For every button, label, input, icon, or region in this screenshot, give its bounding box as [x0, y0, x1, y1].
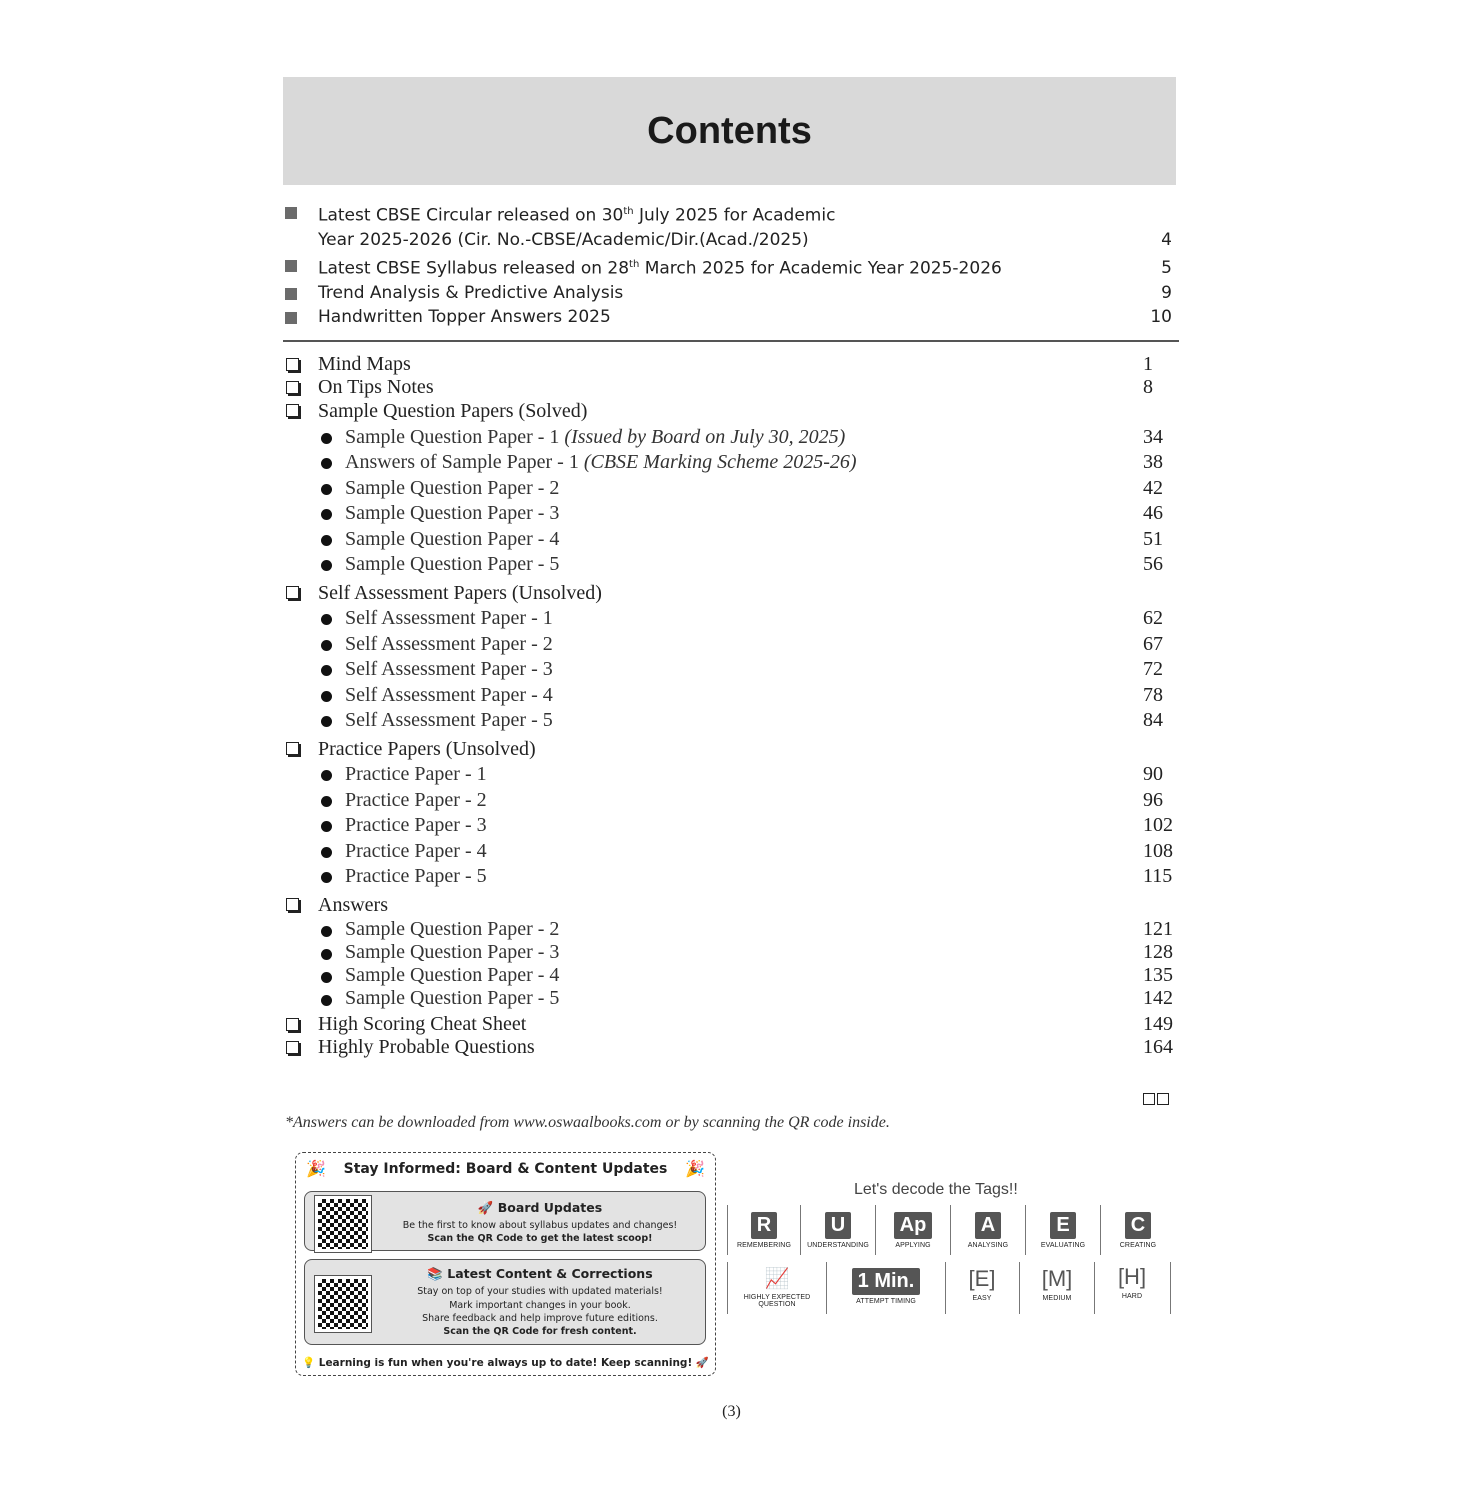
tag-attempt-timing: 1 Min. ATTEMPT TIMING: [830, 1268, 942, 1305]
toc-entry[interactable]: Practice Paper - 2 96: [283, 788, 1176, 814]
checkbox-bullet-icon: [286, 1041, 299, 1054]
toc-entry[interactable]: Sample Question Paper - 1 (Issued by Board on July 30, 2025) 34: [283, 425, 1176, 451]
intro-item[interactable]: Latest CBSE Circular released on 30th July 2025 for Academic Year 2025-2026 (Cir. No.-CBSE/Academic/Dir.(Acad./2025) 4: [283, 200, 1176, 253]
updates-panel: 🎉 🎉 Stay Informed: Board & Content Updates 🚀 Board Updates Be the first to know about syllabus updates and changes! Scan the QR Code to get the latest scoop! 📚 Latest Content & Corrections Stay on top of your studies with updated materials! Mark important changes in your book. Share feedback and help improve future editions. Scan the QR Code for fresh content. 💡 Learning is fun when you're always up to date! Keep scanning! 🚀: [295, 1152, 716, 1376]
checkbox-bullet-icon: [286, 586, 299, 599]
round-bullet-icon: [321, 433, 332, 444]
tag-highly-expected: 📈 HIGHLY EXPECTED QUESTION: [743, 1268, 811, 1308]
toc-entry[interactable]: Sample Question Paper - 2 121: [283, 918, 1176, 941]
updates-heading: Stay Informed: Board & Content Updates: [343, 1161, 668, 1177]
table-of-contents: [283, 353, 1176, 1059]
toc-entry[interactable]: Self Assessment Paper - 1 62: [283, 606, 1176, 632]
checkbox-bullet-icon: [286, 1018, 299, 1031]
toc-entry[interactable]: Practice Paper - 1 90: [283, 762, 1176, 788]
toc-entry[interactable]: Practice Paper - 3 102: [283, 813, 1176, 839]
tag-hard: [H] HARD: [1117, 1264, 1147, 1300]
toc-section-sample-papers: Sample Question Papers (Solved): [283, 399, 1176, 425]
round-bullet-icon: [321, 972, 332, 983]
end-of-contents-icon: [1143, 1092, 1171, 1110]
toc-entry[interactable]: Sample Question Paper - 3 128: [283, 941, 1176, 964]
toc-entry[interactable]: Self Assessment Paper - 3 72: [283, 657, 1176, 683]
footnote: *Answers can be downloaded from www.oswaalbooks.com or by scanning the QR code inside.: [285, 1114, 890, 1131]
round-bullet-icon: [321, 872, 332, 883]
round-bullet-icon: [321, 509, 332, 520]
page-number: 10: [1150, 307, 1172, 328]
round-bullet-icon: [321, 995, 332, 1006]
tag-easy: [E] EASY: [968, 1266, 996, 1302]
toc-section-answers: Answers: [283, 893, 1176, 919]
divider: [283, 340, 1179, 342]
board-updates-card[interactable]: 🚀 Board Updates Be the first to know about syllabus updates and changes! Scan the QR Code to get the latest scoop!: [304, 1191, 706, 1251]
toc-entry-probable-questions[interactable]: Highly Probable Questions 164: [283, 1036, 1176, 1059]
checkbox-bullet-icon: [286, 404, 299, 417]
round-bullet-icon: [321, 560, 332, 571]
toc-entry[interactable]: Sample Question Paper - 2 42: [283, 476, 1176, 502]
books-icon: 📚: [427, 1266, 443, 1281]
toc-entry[interactable]: Practice Paper - 4 108: [283, 839, 1176, 865]
checkbox-bullet-icon: [286, 898, 299, 911]
round-bullet-icon: [321, 821, 332, 832]
intro-list: [283, 200, 1176, 330]
checkbox-bullet-icon: [286, 358, 299, 371]
tag-medium: [M] MEDIUM: [1041, 1266, 1073, 1302]
square-bullet-icon: [285, 288, 297, 300]
checkbox-bullet-icon: [286, 742, 299, 755]
round-bullet-icon: [321, 484, 332, 495]
round-bullet-icon: [321, 716, 332, 727]
tag-remembering: R REMEMBERING: [737, 1214, 791, 1249]
toc-entry-cheat-sheet[interactable]: High Scoring Cheat Sheet 149: [283, 1013, 1176, 1036]
toc-entry[interactable]: Sample Question Paper - 5 142: [283, 987, 1176, 1010]
round-bullet-icon: [321, 640, 332, 651]
tag-understanding: U UNDERSTANDING: [807, 1214, 869, 1249]
intro-item[interactable]: Handwritten Topper Answers 2025 10: [283, 305, 1176, 330]
toc-entry[interactable]: Sample Question Paper - 4 51: [283, 527, 1176, 553]
rocket-icon: 🚀: [695, 1357, 709, 1369]
round-bullet-icon: [321, 847, 332, 858]
qr-code[interactable]: [315, 1196, 371, 1252]
toc-entry[interactable]: Sample Question Paper - 5 56: [283, 552, 1176, 578]
round-bullet-icon: [321, 458, 332, 469]
party-popper-icon: 🎉: [306, 1159, 326, 1178]
page-number: 4: [1161, 230, 1172, 251]
toc-entry[interactable]: Sample Question Paper - 4 135: [283, 964, 1176, 987]
page-number-footer: (3): [722, 1403, 741, 1420]
toc-section-self-assessment: Self Assessment Papers (Unsolved): [283, 581, 1176, 607]
toc-entry[interactable]: Self Assessment Paper - 5 84: [283, 708, 1176, 734]
page-number: 5: [1161, 258, 1172, 279]
round-bullet-icon: [321, 926, 332, 937]
square-bullet-icon: [285, 312, 297, 324]
checkbox-bullet-icon: [286, 381, 299, 394]
party-popper-icon: 🎉: [685, 1159, 705, 1178]
toc-section-practice-papers: Practice Papers (Unsolved): [283, 737, 1176, 763]
trending-chart-icon: 📈: [764, 1268, 790, 1290]
toc-entry-mind-maps[interactable]: Mind Maps 1: [283, 353, 1176, 376]
toc-entry[interactable]: Answers of Sample Paper - 1 (CBSE Marking Scheme 2025-26) 38: [283, 450, 1176, 476]
round-bullet-icon: [321, 614, 332, 625]
rocket-icon: 🚀: [477, 1200, 494, 1215]
toc-entry[interactable]: Self Assessment Paper - 4 78: [283, 683, 1176, 709]
toc-entry[interactable]: Sample Question Paper - 3 46: [283, 501, 1176, 527]
square-bullet-icon: [285, 207, 297, 219]
tag-evaluating: E EVALUATING: [1040, 1214, 1086, 1249]
page-title: Contents: [647, 109, 812, 152]
tag-applying: Ap APPLYING: [895, 1214, 931, 1249]
qr-code[interactable]: [315, 1276, 371, 1332]
round-bullet-icon: [321, 535, 332, 546]
toc-entry[interactable]: Practice Paper - 5 115: [283, 864, 1176, 890]
toc-entry[interactable]: Self Assessment Paper - 2 67: [283, 632, 1176, 658]
round-bullet-icon: [321, 770, 332, 781]
page-number: 9: [1161, 282, 1172, 303]
round-bullet-icon: [321, 691, 332, 702]
square-bullet-icon: [285, 260, 297, 272]
tags-title: Let's decode the Tags!!: [854, 1181, 1018, 1198]
tag-creating: C CREATING: [1119, 1214, 1157, 1249]
intro-item[interactable]: Latest CBSE Syllabus released on 28th March 2025 for Academic Year 2025-2026 5: [283, 253, 1176, 281]
intro-item[interactable]: Trend Analysis & Predictive Analysis 9: [283, 281, 1176, 306]
toc-entry-tips-notes[interactable]: On Tips Notes 8: [283, 376, 1176, 399]
round-bullet-icon: [321, 949, 332, 960]
tag-analysing: A ANALYSING: [967, 1214, 1009, 1249]
lightbulb-icon: 💡: [302, 1357, 316, 1369]
content-updates-card[interactable]: 📚 Latest Content & Corrections Stay on top of your studies with updated materials! Mark important changes in your book. Share feedback and help improve future editions. Scan the QR Code for fresh content.: [304, 1259, 706, 1345]
round-bullet-icon: [321, 796, 332, 807]
title-banner: [283, 77, 1176, 185]
round-bullet-icon: [321, 665, 332, 676]
